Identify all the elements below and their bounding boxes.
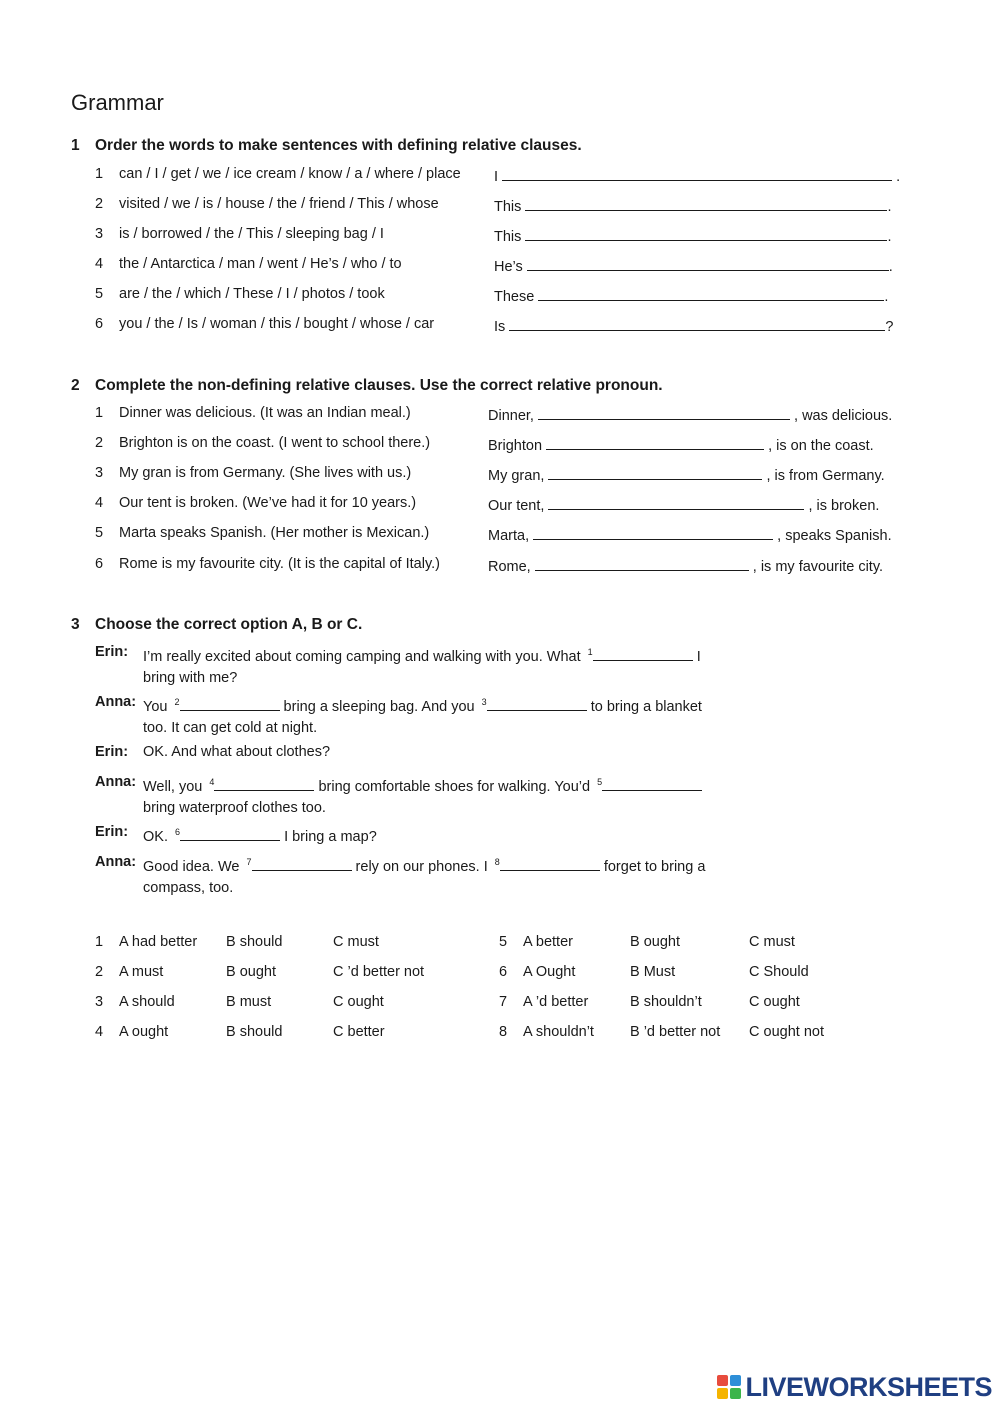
- s2-item: 6 Rome is my favourite city. (It is the capital of Italy.) Rome, , is my favourite city.: [95, 556, 884, 575]
- dialogue-line: Anna: Good idea. We $^7$ rely on our phones. I $^8$ forget to bring a compass, too.: [95, 854, 706, 896]
- option-c[interactable]: C ought not: [749, 1024, 824, 1040]
- option-a[interactable]: A ’d better: [523, 994, 589, 1010]
- s1-item: 1 can / I / get / we / ice cream / know / a / where / place I .: [95, 166, 901, 185]
- answer-blank[interactable]: [535, 556, 749, 571]
- option-row: 6 A Ought B Must C Should: [499, 964, 809, 980]
- dialogue-line: Anna: You $^2$ bring a sleeping bag. And you $^3$ to bring a blanket too. It can get cold at night.: [95, 694, 702, 736]
- gap-blank[interactable]: [602, 776, 702, 791]
- s2-item: 4 Our tent is broken. (We’ve had it for 10 years.) Our tent, , is broken.: [95, 495, 880, 514]
- option-b[interactable]: B ’d better not: [630, 1024, 721, 1040]
- option-b[interactable]: B ought: [630, 934, 680, 950]
- option-a[interactable]: A Ought: [523, 964, 576, 980]
- option-c[interactable]: C ’d better not: [333, 964, 425, 980]
- answer-blank[interactable]: [548, 495, 804, 510]
- s1-item: 2 visited / we / is / house / the / friend / This / whose This .: [95, 196, 892, 215]
- gap-blank[interactable]: [487, 696, 587, 711]
- option-row: 7 A ’d better B shouldn’t C ought: [499, 994, 800, 1010]
- option-row: 8 A shouldn’t B ’d better not C ought not: [499, 1024, 824, 1040]
- logo-square: [730, 1375, 741, 1386]
- s2-item: 5 Marta speaks Spanish. (Her mother is Mexican.) Marta, , speaks Spanish.: [95, 525, 892, 544]
- option-a[interactable]: A had better: [119, 934, 198, 950]
- gap-blank[interactable]: [500, 856, 600, 871]
- answer-blank[interactable]: [509, 316, 885, 331]
- option-b[interactable]: B should: [226, 1024, 283, 1040]
- gap-blank[interactable]: [252, 856, 352, 871]
- logo-square: [717, 1388, 728, 1399]
- gap-blank[interactable]: [593, 646, 693, 661]
- option-b[interactable]: B should: [226, 934, 283, 950]
- option-row: 2 A must B ought C ’d better not: [95, 964, 425, 980]
- s1-item: 4 the / Antarctica / man / went / He’s / who / to He’s .: [95, 256, 893, 275]
- gap-blank[interactable]: [214, 776, 314, 791]
- s2-item: 3 My gran is from Germany. (She lives with us.) My gran, , is from Germany.: [95, 465, 885, 484]
- option-b[interactable]: B ought: [226, 964, 276, 980]
- logo-square: [717, 1375, 728, 1386]
- option-c[interactable]: C Should: [749, 964, 809, 980]
- answer-blank[interactable]: [548, 465, 762, 480]
- option-a[interactable]: A should: [119, 994, 175, 1010]
- answer-blank[interactable]: [533, 525, 773, 540]
- option-a[interactable]: A shouldn’t: [523, 1024, 594, 1040]
- section-1-heading: 1 Order the words to make sentences with defining relative clauses.: [71, 137, 582, 154]
- answer-blank[interactable]: [525, 196, 887, 211]
- page-title: Grammar: [71, 90, 164, 115]
- answer-blank[interactable]: [546, 435, 764, 450]
- liveworksheets-logo[interactable]: [717, 1371, 992, 1403]
- answer-blank[interactable]: [502, 166, 892, 181]
- option-row: 4 A ought B should C better: [95, 1024, 385, 1040]
- answer-blank[interactable]: [538, 286, 884, 301]
- answer-blank[interactable]: [538, 405, 790, 420]
- option-a[interactable]: A must: [119, 964, 164, 980]
- dialogue-line: Anna: Well, you $^4$ bring comfortable shoes for walking. You’d $^5$ bring waterproof clothes too.: [95, 772, 735, 819]
- s1-item: 5 are / the / which / These / I / photos / took These .: [95, 286, 889, 305]
- option-b[interactable]: B Must: [630, 964, 676, 980]
- option-c[interactable]: C ought: [749, 994, 800, 1010]
- option-a[interactable]: A ought: [119, 1024, 169, 1040]
- logo-text: LIVEWORKSHEETS: [745, 1371, 992, 1402]
- option-c[interactable]: C better: [333, 1024, 385, 1040]
- option-row: 3 A should B must C ought: [95, 994, 384, 1010]
- dialogue-line: Erin: I’m really excited about coming camping and walking with you. What $^1$ I bring with me?: [95, 644, 701, 686]
- section-3-heading: 3 Choose the correct option A, B or C.: [71, 616, 363, 633]
- gap-blank[interactable]: [180, 826, 280, 841]
- s2-item: 1 Dinner was delicious. (It was an Indian meal.) Dinner, , was delicious.: [95, 405, 893, 424]
- section-2-heading: 2 Complete the non-defining relative clauses. Use the correct relative pronoun.: [71, 377, 663, 394]
- s2-item: 2 Brighton is on the coast. (I went to school there.) Brighton , is on the coast.: [95, 435, 874, 454]
- option-row: 1 A had better B should C must: [95, 934, 379, 950]
- logo-square: [730, 1388, 741, 1399]
- option-a[interactable]: A better: [523, 934, 573, 950]
- option-c[interactable]: C must: [749, 934, 795, 950]
- gap-blank[interactable]: [180, 696, 280, 711]
- dialogue-line: Erin: OK. $^6$ I bring a map?: [95, 824, 377, 845]
- liveworksheets-logo-icon: [717, 1375, 741, 1399]
- option-b[interactable]: B shouldn’t: [630, 994, 702, 1010]
- option-b[interactable]: B must: [226, 994, 272, 1010]
- option-row: 5 A better B ought C must: [499, 934, 795, 950]
- dialogue-line: Erin: OK. And what about clothes?: [95, 744, 331, 760]
- answer-blank[interactable]: [525, 226, 887, 241]
- s1-item: 6 you / the / Is / woman / this / bought / whose / car Is ?: [95, 316, 894, 335]
- s1-item: 3 is / borrowed / the / This / sleeping bag / I This .: [95, 226, 892, 245]
- option-c[interactable]: C ought: [333, 994, 384, 1010]
- option-c[interactable]: C must: [333, 934, 379, 950]
- answer-blank[interactable]: [527, 256, 889, 271]
